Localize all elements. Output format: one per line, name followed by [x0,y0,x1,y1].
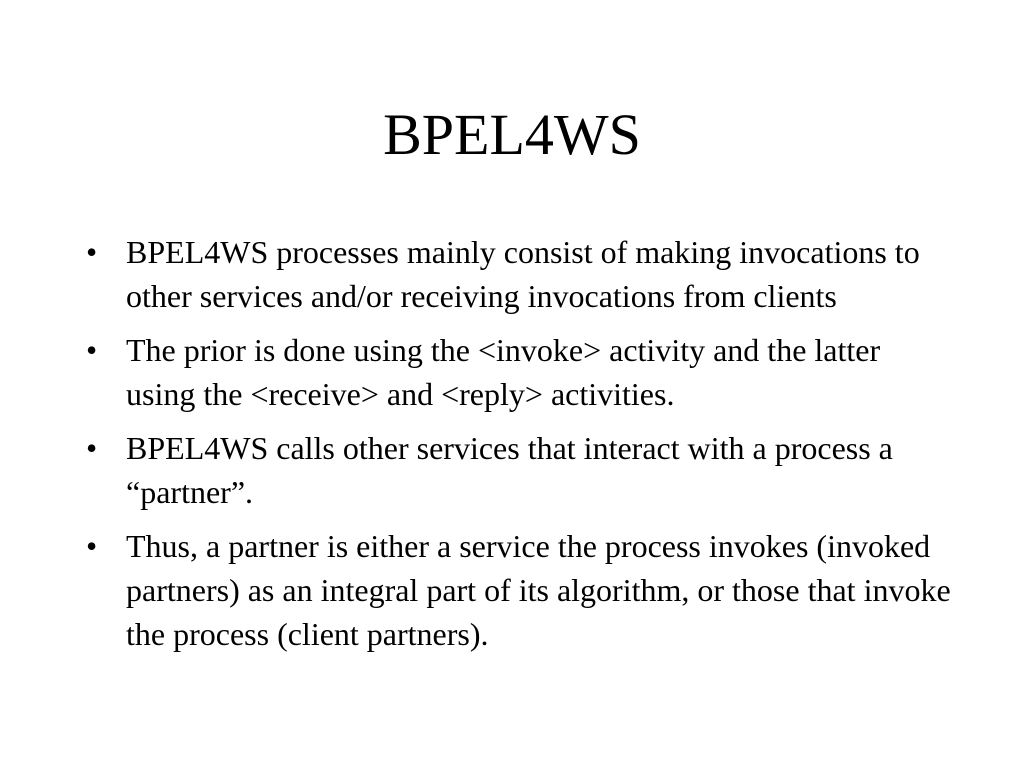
bullet-icon: • [86,234,98,270]
bullet-item [86,426,956,514]
bullet-text: BPEL4WS calls other services that interact with a process a “partner”. [126,430,893,510]
bullet-icon: • [86,528,98,564]
bullet-item [86,524,956,656]
bullet-icon: • [86,332,98,368]
bullet-item [86,230,956,318]
bullet-text: BPEL4WS processes mainly consist of making invocations to other services and/or receiving invocations from clients [126,234,920,314]
bullet-text: Thus, a partner is either a service the process invokes (invoked partners) as an integral part of its algorithm, or those that invoke the process (client partners). [126,528,951,652]
bullet-list [86,230,956,666]
bullet-icon: • [86,430,98,466]
bullet-item [86,328,956,416]
bullet-text: The prior is done using the <invoke> activity and the latter using the <receive> and <reply> activities. [126,332,881,412]
slide-title: BPEL4WS [383,102,641,167]
